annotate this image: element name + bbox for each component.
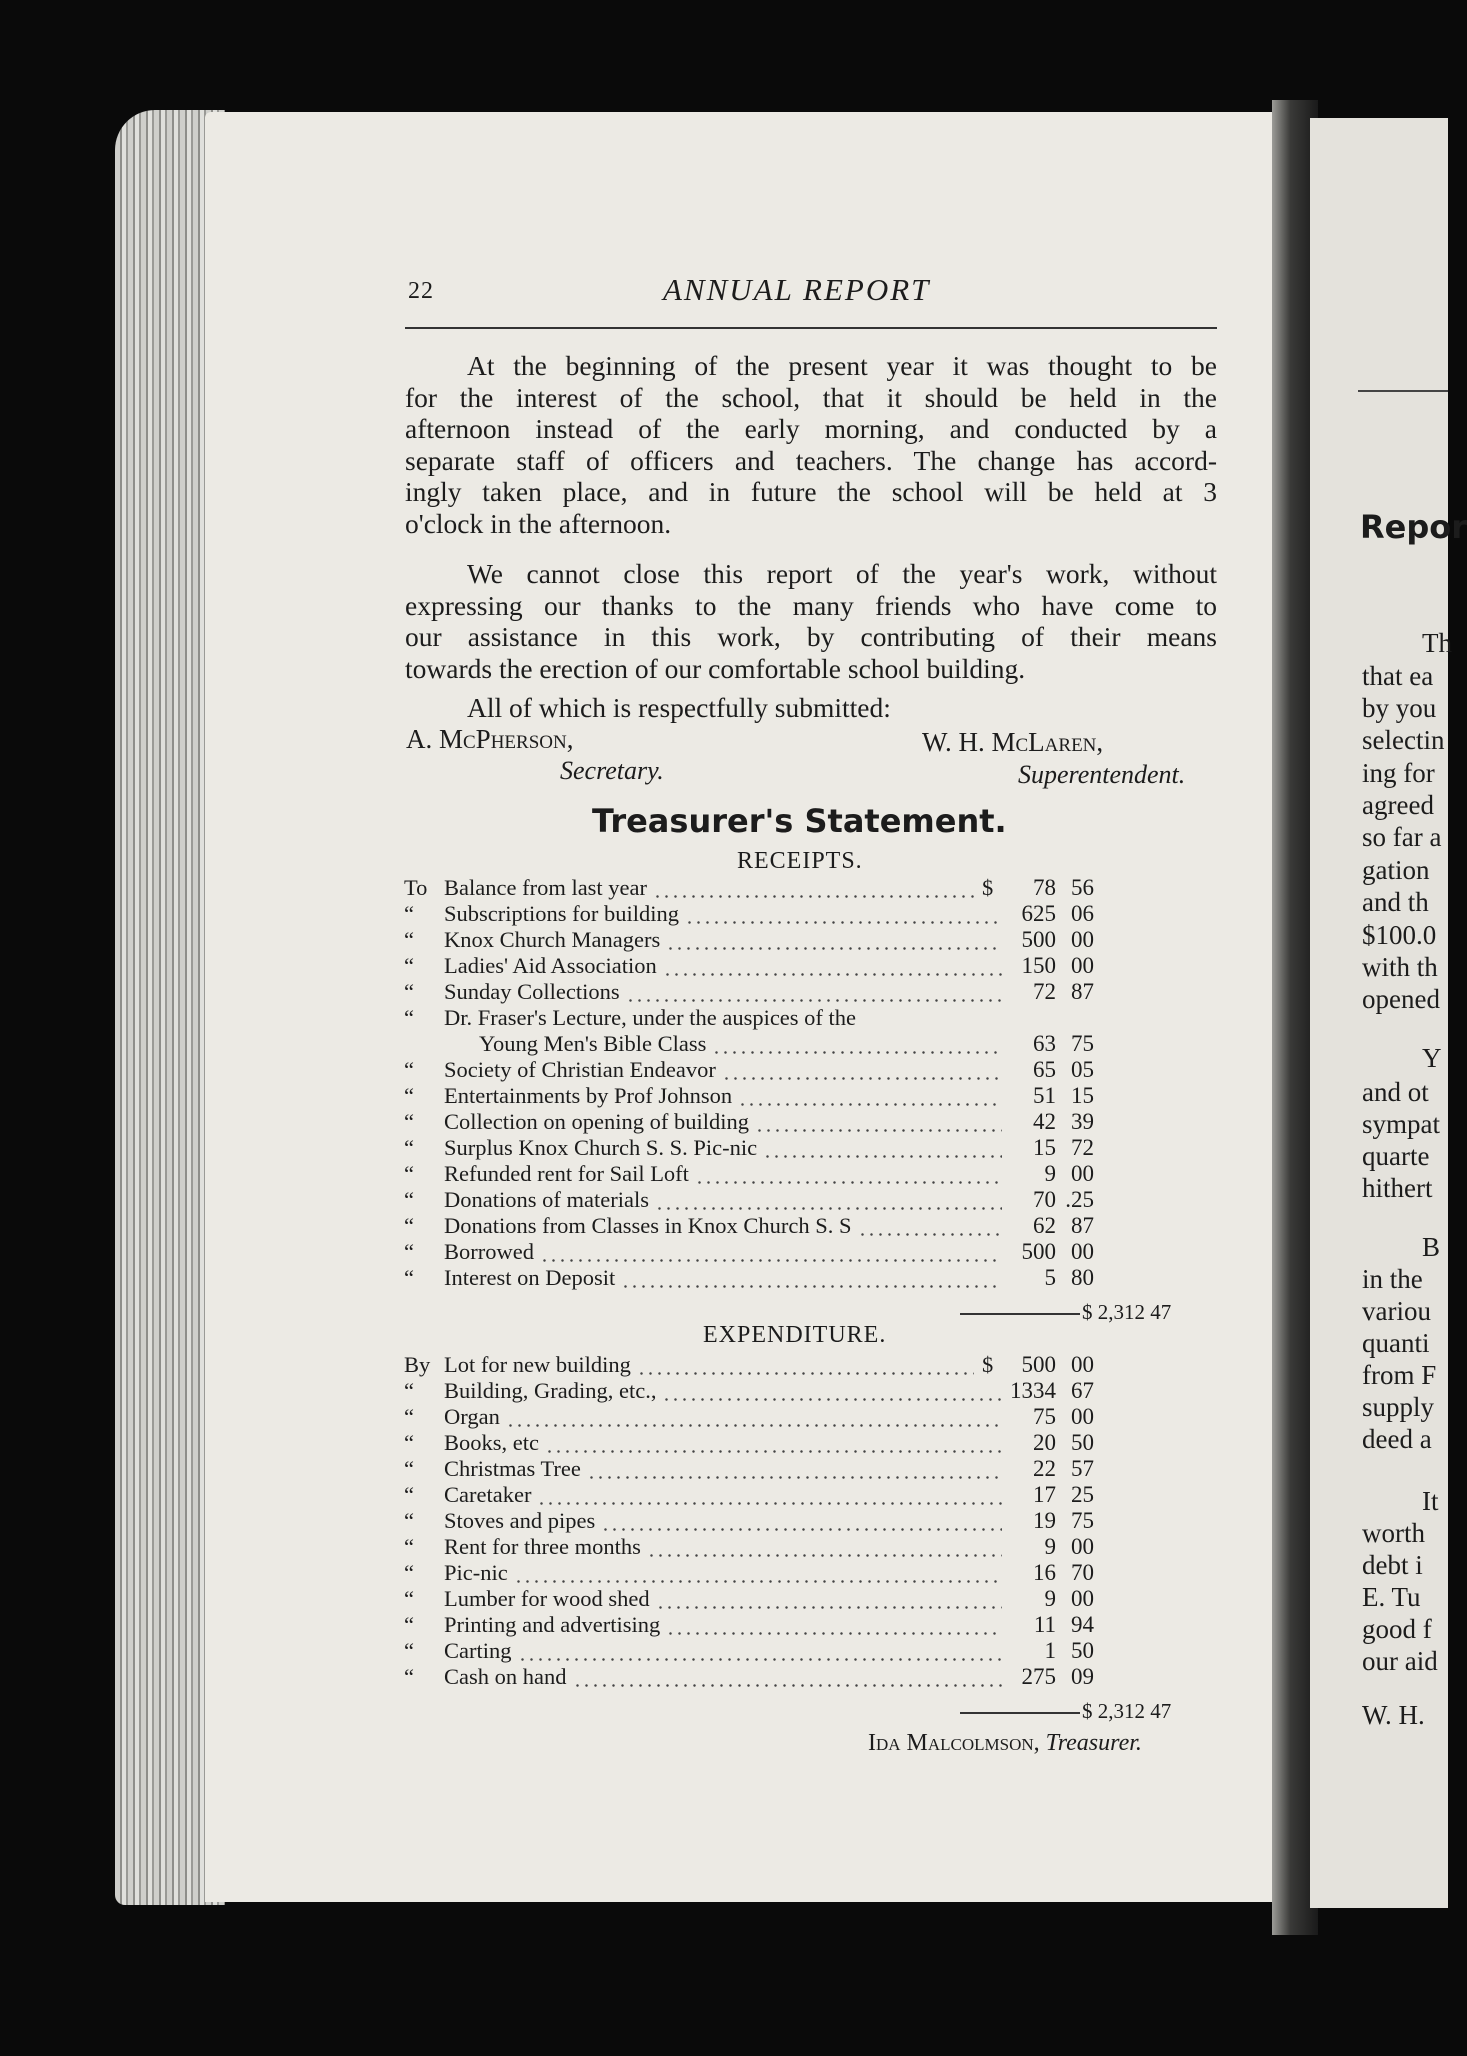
amount-dollars: 5: [1044, 1265, 1056, 1290]
ledger-item: Christmas Tree: [444, 1456, 581, 1481]
amount-dollars: 9: [1044, 1161, 1056, 1186]
facing-page-line: debt i: [1362, 1550, 1423, 1580]
ledger-item: Books, etc: [444, 1430, 539, 1455]
facing-page-line: worth: [1362, 1518, 1425, 1548]
ledger-label: [404, 1161, 689, 1187]
ledger-row: [404, 1057, 1094, 1083]
amount-dollars: 625: [1021, 901, 1056, 926]
amount-cents: 00: [1071, 927, 1094, 952]
amount-dollars: 16: [1033, 1560, 1056, 1585]
ledger-label: [404, 927, 660, 953]
facing-page-line: with th: [1362, 952, 1438, 982]
ledger-row: [404, 1135, 1094, 1161]
facing-page-line: good f: [1362, 1614, 1432, 1644]
facing-page-line: our aid: [1362, 1646, 1438, 1676]
ditto-mark: “: [404, 1612, 414, 1637]
ledger-item: Knox Church Managers: [444, 927, 661, 952]
amount-cents: 00: [1071, 953, 1094, 978]
body-line: o'clock in the afternoon.: [405, 507, 672, 539]
body-line: All of which is respectfully submitted:: [467, 692, 891, 723]
ledger-item: Borrowed: [444, 1239, 534, 1264]
facing-page-line: Th: [1422, 628, 1452, 658]
ledger-amount: [1004, 1213, 1094, 1239]
ditto-mark: “: [404, 1404, 414, 1429]
ditto-mark: “: [404, 1083, 414, 1108]
ledger-row: [404, 1161, 1094, 1187]
leader-dots: [514, 1560, 1002, 1586]
leader-dots: [540, 1239, 1002, 1265]
secretary-name: A. McPherson,: [406, 724, 574, 754]
ledger-row: [404, 1213, 1094, 1239]
leader-dots: [545, 1430, 1002, 1456]
ditto-mark: “: [404, 1161, 414, 1186]
ledger-row: [404, 1612, 1094, 1638]
amount-cents: 70: [1071, 1560, 1094, 1585]
ditto-mark: “: [404, 1508, 414, 1533]
ledger-label: [404, 979, 620, 1005]
leader-dots: [621, 1265, 1002, 1291]
amount-dollars: 63: [1033, 1031, 1056, 1056]
amount-cents: 57: [1071, 1456, 1094, 1481]
leader-dots: [858, 1213, 1003, 1239]
ditto-mark: “: [404, 1187, 414, 1212]
facing-page-line: variou: [1362, 1296, 1431, 1326]
ledger-row: [404, 1560, 1094, 1586]
ledger-row: [404, 1239, 1094, 1265]
amount-cents: 50: [1071, 1638, 1094, 1663]
ledger-amount: [1004, 1664, 1094, 1690]
leader-dots: [655, 1187, 1002, 1213]
ledger-amount: [1004, 901, 1094, 927]
amount-cents: 00: [1071, 1534, 1094, 1559]
amount-cents: 80: [1071, 1265, 1094, 1290]
leader-dots: [506, 1404, 1002, 1430]
receipts-total: $ 2,312 47: [960, 1300, 1171, 1325]
ledger-item: Sunday Collections: [444, 979, 620, 1004]
ledger-label: [404, 1213, 852, 1239]
dollar-sign: $: [982, 875, 994, 900]
ledger-row: [404, 1083, 1094, 1109]
ledger-item: Ladies' Aid Association: [444, 953, 657, 978]
ledger-item: Entertainments by Prof Johnson: [444, 1083, 733, 1108]
body-line: our assistance in this work, by contributing of their means: [405, 621, 1217, 652]
ledger-amount: [1004, 1482, 1094, 1508]
ledger-item: Carting: [444, 1638, 512, 1663]
ledger-amount: [1004, 1508, 1094, 1534]
ledger-label: [404, 953, 657, 979]
ledger-row: [404, 927, 1094, 953]
ledger-amount: [1004, 1638, 1094, 1664]
ledger-item: Printing and advertising: [444, 1612, 661, 1637]
facing-page-line: ing for: [1362, 758, 1435, 788]
leader-dots: [695, 1161, 1002, 1187]
amount-dollars: 22: [1033, 1456, 1056, 1481]
body-line: for the interest of the school, that it should be held in the: [405, 381, 1217, 413]
ledger-amount: [1004, 875, 1094, 901]
body-line: At the beginning of the present year it was thought to be: [467, 350, 1217, 381]
amount-dollars: 20: [1033, 1430, 1056, 1455]
amount-cents: 15: [1071, 1083, 1094, 1108]
ledger-item: Interest on Deposit: [444, 1265, 616, 1290]
amount-cents: 72: [1071, 1135, 1094, 1160]
ditto-mark: “: [404, 1534, 414, 1559]
leader-dots: [755, 1109, 1002, 1135]
amount-cents: .25: [1065, 1187, 1094, 1212]
amount-dollars: 1: [1044, 1638, 1056, 1663]
dollar-sign: $: [982, 1352, 994, 1377]
ledger-item: Balance from last year: [444, 875, 648, 900]
amount-dollars: 78: [1033, 875, 1056, 900]
body-line: We cannot close this report of the year's work, without: [467, 558, 1217, 589]
ledger-label: [404, 1135, 757, 1161]
amount-cents: 56: [1071, 875, 1094, 900]
amount-cents: 50: [1071, 1430, 1094, 1455]
ledger-amount: [1004, 1109, 1094, 1135]
ledger-amount: [1004, 1404, 1094, 1430]
body-line: afternoon instead of the early morning, and conducted by a: [405, 413, 1217, 444]
leader-dots: [626, 979, 1002, 1005]
amount-cents: 00: [1071, 1586, 1094, 1611]
ditto-mark: “: [404, 1239, 414, 1264]
facing-page-line: E. Tu: [1362, 1582, 1421, 1612]
amount-dollars: 9: [1044, 1586, 1056, 1611]
ledger-label: [404, 1239, 534, 1265]
ledger-row: [404, 901, 1094, 927]
ditto-mark: “: [404, 1265, 414, 1290]
ledger-amount: [1004, 1239, 1094, 1265]
amount-dollars: 11: [1033, 1612, 1056, 1637]
amount-dollars: 9: [1044, 1534, 1056, 1559]
leader-dots: [518, 1638, 1003, 1664]
ledger-row: [404, 1456, 1094, 1482]
ditto-mark: “: [404, 1586, 414, 1611]
ledger-row: [404, 1378, 1094, 1404]
leader-dots: [738, 1083, 1002, 1109]
leader-dots: [573, 1664, 1003, 1690]
facing-page-line: in the: [1362, 1264, 1423, 1294]
ledger-label: [404, 1352, 631, 1378]
amount-cents: 00: [1071, 1239, 1094, 1264]
ledger-item: Donations from Classes in Knox Church S. S: [444, 1213, 852, 1238]
facing-page-line: deed a: [1362, 1424, 1432, 1454]
ledger-label: [404, 901, 679, 927]
leader-dots: [653, 875, 974, 901]
ledger-row: [404, 1109, 1094, 1135]
leader-dots: [685, 901, 1002, 927]
amount-dollars: 42: [1033, 1109, 1056, 1134]
amount-dollars: 500: [1021, 1352, 1056, 1377]
ledger-amount: [1004, 927, 1094, 953]
ledger-item: Stoves and pipes: [444, 1508, 596, 1533]
facing-page-line: supply: [1362, 1392, 1435, 1422]
ledger-label: [404, 1482, 531, 1508]
ledger-row: [404, 1031, 1094, 1057]
amount-dollars: 150: [1021, 953, 1056, 978]
amount-cents: 67: [1071, 1378, 1094, 1403]
facing-page-line: hithert: [1362, 1173, 1433, 1203]
facing-page-line: quanti: [1362, 1328, 1430, 1358]
ledger-amount: [1004, 1265, 1094, 1291]
ledger-item: Building, Grading, etc.,: [444, 1378, 657, 1403]
ledger-label: [404, 1005, 856, 1031]
header-rule: [405, 327, 1217, 329]
facing-page-line: $100.0: [1362, 920, 1437, 950]
ledger-item: Subscriptions for building: [444, 901, 679, 926]
ledger-amount: [1004, 1378, 1094, 1404]
facing-page-line: It: [1422, 1486, 1439, 1516]
superintendent-title: Superentendent.: [1018, 760, 1186, 789]
facing-page-line: that ea: [1362, 661, 1434, 691]
ledger-amount: [1004, 1586, 1094, 1612]
expenditure-total: $ 2,312 47: [960, 1699, 1171, 1724]
treasurer-signature: Ida Malcolmson, Treasurer.: [868, 1730, 1142, 1756]
ditto-mark: “: [404, 1005, 414, 1030]
facing-page-line: sympat: [1362, 1109, 1440, 1139]
ledger-item: Cash on hand: [444, 1664, 567, 1689]
ledger-row: [404, 1508, 1094, 1534]
ledger-amount: [1004, 1135, 1094, 1161]
ledger-row: [404, 1187, 1094, 1213]
secretary-title: Secretary.: [560, 756, 664, 785]
amount-cents: 75: [1071, 1508, 1094, 1533]
ledger-item: Caretaker: [444, 1482, 532, 1507]
ledger-label: [404, 1534, 641, 1560]
ditto-mark: “: [404, 901, 414, 926]
treasurer-heading: Treasurer's Statement.: [592, 802, 1007, 840]
body-line: towards the erection of our comfortable school building.: [405, 652, 1026, 684]
amount-cents: 94: [1071, 1612, 1094, 1637]
ledger-label: [404, 1404, 500, 1430]
amount-dollars: 17: [1033, 1482, 1056, 1507]
amount-dollars: 500: [1021, 927, 1056, 952]
leader-dots: [537, 1482, 1002, 1508]
leader-dots: [647, 1534, 1002, 1560]
ditto-mark: “: [404, 1109, 414, 1134]
leader-dots: [601, 1508, 1002, 1534]
ledger-row: [404, 1265, 1094, 1291]
ledger-item: Donations of materials: [444, 1187, 649, 1212]
ledger-row: [404, 953, 1094, 979]
ditto-mark: “: [404, 1638, 414, 1663]
ledger-amount: [1004, 1352, 1094, 1378]
amount-dollars: 19: [1033, 1508, 1056, 1533]
superintendent-name: W. H. McLaren,: [922, 727, 1104, 757]
ledger-label: [404, 1057, 716, 1083]
page-number: 22: [408, 278, 434, 304]
leader-dots: [666, 1612, 1002, 1638]
ditto-mark: To: [404, 875, 428, 900]
facing-page-line: from F: [1362, 1360, 1437, 1390]
amount-dollars: 51: [1033, 1083, 1056, 1108]
ledger-row: [404, 875, 1094, 901]
receipts-heading: RECEIPTS.: [737, 848, 863, 874]
amount-cents: 25: [1071, 1482, 1094, 1507]
ledger-item: Lot for new building: [444, 1352, 631, 1377]
ledger-item: Lumber for wood shed: [444, 1586, 650, 1611]
leader-dots: [663, 953, 1002, 979]
facing-page-line: selectin: [1362, 725, 1445, 755]
ledger-label: [404, 1560, 508, 1586]
ledger-amount: [1004, 1187, 1094, 1213]
ledger-row: [404, 1638, 1094, 1664]
running-head: ANNUAL REPORT: [663, 272, 931, 307]
ditto-mark: “: [404, 1057, 414, 1082]
ledger-item: Refunded rent for Sail Loft: [444, 1161, 689, 1186]
facing-page-line: agreed: [1362, 790, 1434, 820]
ledger-label: [404, 1187, 649, 1213]
ditto-mark: “: [404, 1378, 414, 1403]
body-line: ingly taken place, and in future the school will be held at 3: [405, 476, 1217, 507]
amount-dollars: 275: [1021, 1664, 1056, 1689]
leader-dots: [656, 1586, 1002, 1612]
ledger-label: [404, 1109, 749, 1135]
leader-dots: [722, 1057, 1002, 1083]
amount-dollars: 70: [1033, 1187, 1056, 1212]
ditto-mark: “: [404, 1664, 414, 1689]
expenditure-heading: EXPENDITURE.: [703, 1322, 887, 1348]
ledger-label: [404, 1430, 539, 1456]
ledger-amount: [1004, 1057, 1094, 1083]
ditto-mark: “: [404, 979, 414, 1004]
body-line: expressing our thanks to the many friends who have come to: [405, 589, 1217, 621]
amount-cents: 87: [1071, 1213, 1094, 1238]
total-rule: [960, 1313, 1080, 1315]
ledger-row: [404, 1534, 1094, 1560]
ditto-mark: “: [404, 1482, 414, 1507]
ledger-amount: [1004, 1560, 1094, 1586]
ledger-label: [404, 1083, 732, 1109]
amount-cents: 87: [1071, 979, 1094, 1004]
ledger-row: [404, 1352, 1094, 1378]
ledger-row: [404, 1430, 1094, 1456]
ledger-row: [404, 979, 1094, 1005]
ledger-row: [404, 1005, 1094, 1031]
ledger-amount: [1004, 1612, 1094, 1638]
ledger-item: Surplus Knox Church S. S. Pic-nic: [444, 1135, 758, 1160]
total-rule: [960, 1712, 1080, 1714]
ledger-amount: [1004, 1456, 1094, 1482]
ledger-item: Rent for three months: [444, 1534, 641, 1559]
ledger-item: Society of Christian Endeavor: [444, 1057, 716, 1082]
leader-dots: [587, 1456, 1002, 1482]
ledger-amount: [1004, 1534, 1094, 1560]
amount-cents: 06: [1071, 901, 1094, 926]
facing-page-line: by you: [1362, 693, 1437, 723]
ledger-label: [404, 1638, 512, 1664]
ledger-item: Collection on opening of building: [444, 1109, 749, 1134]
leader-dots: [712, 1031, 1002, 1057]
ledger-label: [404, 1265, 615, 1291]
ledger-label: [404, 1378, 656, 1404]
ditto-mark: “: [404, 1135, 414, 1160]
ledger-item: Pic-nic: [444, 1560, 508, 1585]
ledger-label: [404, 1456, 581, 1482]
ledger-label: [404, 1612, 660, 1638]
ledger-label: [404, 1664, 567, 1690]
leader-dots: [637, 1352, 974, 1378]
ledger-label: [404, 875, 647, 901]
ditto-mark: By: [404, 1352, 431, 1377]
facing-page-line: quarte: [1362, 1141, 1430, 1171]
facing-page-line: B: [1422, 1232, 1441, 1262]
body-line: separate staff of officers and teachers. The change has accord-: [405, 444, 1217, 476]
ledger-amount: [1004, 1161, 1094, 1187]
ledger-amount: [1004, 1430, 1094, 1456]
ledger-row: [404, 1482, 1094, 1508]
ledger-label: [404, 1508, 595, 1534]
ledger-amount: [1004, 979, 1094, 1005]
facing-page: [1310, 118, 1467, 1908]
leader-dots: [666, 927, 1002, 953]
facing-page-line: and ot: [1362, 1077, 1429, 1107]
facing-page-line: opened: [1362, 984, 1440, 1014]
facing-page-line: W. H.: [1362, 1700, 1425, 1730]
facing-page-rule: [1358, 390, 1448, 392]
ditto-mark: “: [404, 927, 414, 952]
amount-dollars: 75: [1033, 1404, 1056, 1429]
amount-dollars: 72: [1033, 979, 1056, 1004]
amount-dollars: 1334: [1010, 1378, 1056, 1403]
ledger-row: [404, 1586, 1094, 1612]
amount-cents: 09: [1071, 1664, 1094, 1689]
ditto-mark: “: [404, 1560, 414, 1585]
facing-page-line: gation: [1362, 855, 1430, 885]
amount-cents: 00: [1071, 1161, 1094, 1186]
ledger-amount: [1004, 1031, 1094, 1057]
amount-dollars: 62: [1033, 1213, 1056, 1238]
leader-dots: [763, 1135, 1002, 1161]
amount-cents: 39: [1071, 1109, 1094, 1134]
facing-page-line: so far a: [1362, 822, 1442, 852]
ditto-mark: “: [404, 1456, 414, 1481]
ledger-label: [404, 1031, 706, 1057]
facing-page-title: Repor: [1360, 508, 1467, 546]
ditto-mark: “: [404, 1213, 414, 1238]
ledger-item: Organ: [444, 1404, 500, 1429]
amount-cents: 00: [1071, 1404, 1094, 1429]
ditto-mark: “: [404, 953, 414, 978]
ledger-amount: [1004, 1083, 1094, 1109]
facing-page-line: Y: [1422, 1043, 1442, 1073]
amount-dollars: 65: [1033, 1057, 1056, 1082]
ledger-row: [404, 1404, 1094, 1430]
ledger-amount: [1004, 953, 1094, 979]
facing-page-line: and th: [1362, 887, 1429, 917]
leader-dots: [662, 1378, 1002, 1404]
amount-cents: 05: [1071, 1057, 1094, 1082]
amount-cents: 00: [1071, 1352, 1094, 1377]
ditto-mark: “: [404, 1430, 414, 1455]
amount-cents: 75: [1071, 1031, 1094, 1056]
amount-dollars: 15: [1033, 1135, 1056, 1160]
amount-dollars: 500: [1021, 1239, 1056, 1264]
ledger-item: Young Men's Bible Class: [479, 1031, 707, 1056]
ledger-label: [404, 1586, 650, 1612]
ledger-row: [404, 1664, 1094, 1690]
ledger-item: Dr. Fraser's Lecture, under the auspices of the: [444, 1005, 857, 1030]
